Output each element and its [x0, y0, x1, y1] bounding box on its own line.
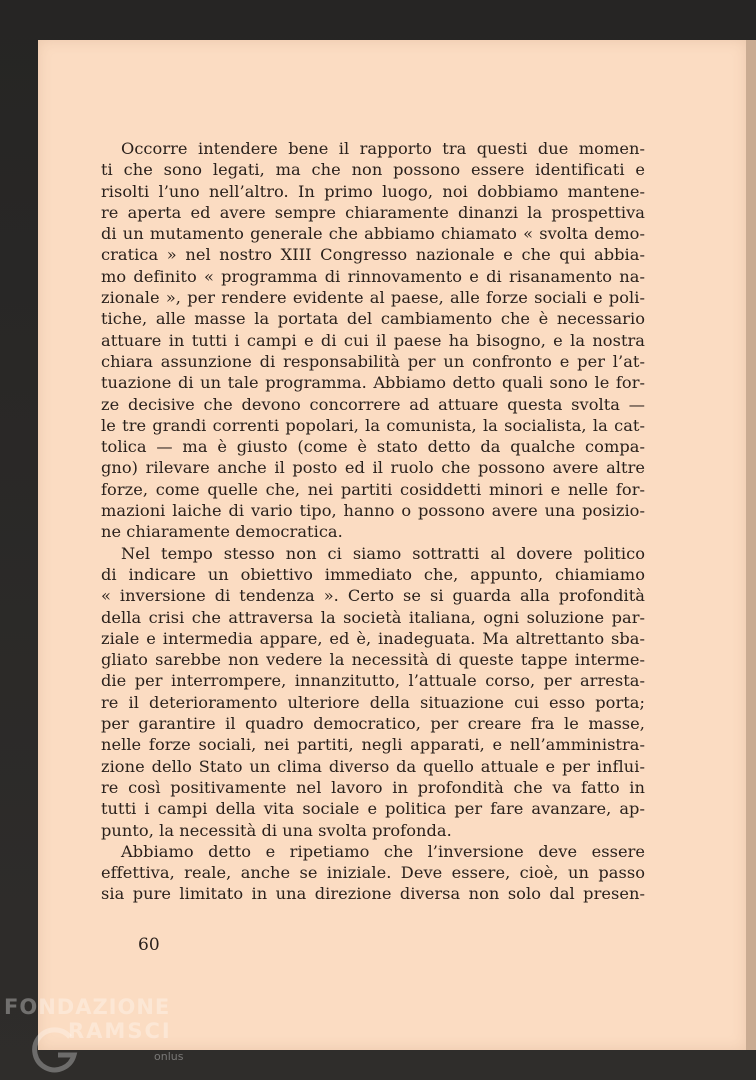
- text-line: forze, come quelle che, nei partiti cosiddetti minori e nelle for-: [101, 479, 645, 499]
- text-line: Abbiamo detto e ripetiamo che l’inversione deve essere: [121, 841, 645, 861]
- text-line: tutti i campi della vita sociale e politica per fare avanzare, ap-: [101, 799, 645, 819]
- watermark-suffix: onlus: [154, 1050, 184, 1063]
- text-line: re il deterioramento ulteriore della situazione cui esso porta;: [101, 692, 645, 712]
- paragraph-3: [101, 841, 645, 905]
- watermark-line-1: FONDAZIONE: [4, 995, 171, 1019]
- page-number: 60: [138, 935, 160, 955]
- text-line: zionale », per rendere evidente al paese, alle forze sociali e poli-: [101, 288, 645, 308]
- watermark-line-2: RAMSCI: [68, 1019, 172, 1043]
- text-line: re aperta ed avere sempre chiaramente dinanzi la prospettiva: [101, 202, 645, 222]
- text-line: effettiva, reale, anche se iniziale. Deve essere, cioè, un passo: [101, 863, 645, 883]
- text-line: della crisi che attraversa la società italiana, ogni soluzione par-: [101, 607, 645, 627]
- text-line: sia pure limitato in una direzione diversa non solo dal presen-: [101, 884, 645, 904]
- text-line: risolti l’uno nell’altro. In primo luogo, noi dobbiamo mantene-: [101, 181, 645, 201]
- text-line: ne chiaramente democratica.: [101, 522, 343, 542]
- text-line: di indicare un obiettivo immediato che, appunto, chiamiamo: [101, 564, 645, 584]
- text-line: re così positivamente nel lavoro in profondità che va fatto in: [101, 777, 645, 797]
- text-line: « inversione di tendenza ». Certo se si guarda alla profondità: [101, 586, 645, 606]
- text-line: Nel tempo stesso non ci siamo sottratti al dovere politico: [121, 543, 645, 563]
- paragraph-1: [101, 138, 645, 543]
- text-line: punto, la necessità di una svolta profonda.: [101, 820, 452, 840]
- text-line: mo definito « programma di rinnovamento e di risanamento na-: [101, 266, 645, 286]
- text-line: mazioni laiche di vario tipo, hanno o possono avere una posizio-: [101, 501, 645, 521]
- page-edge: [746, 40, 756, 1050]
- text-line: nelle forze sociali, nei partiti, negli apparati, e nell’amministra-: [101, 735, 645, 755]
- text-line: gno) rilevare anche il posto ed il ruolo che possono avere altre: [101, 458, 645, 478]
- watermark: [4, 995, 204, 1075]
- text-line: chiara assunzione di responsabilità per un confronto e per l’at-: [101, 351, 645, 371]
- text-line: ziale e intermedia appare, ed è, inadeguata. Ma altrettanto sba-: [101, 628, 645, 648]
- paragraph-2: [101, 543, 645, 841]
- text-line: tiche, alle masse la portata del cambiamento che è necessario: [101, 309, 645, 329]
- text-line: attuare in tutti i campi e di cui il paese ha bisogno, e la nostra: [101, 330, 645, 350]
- text-line: di un mutamento generale che abbiamo chiamato « svolta demo-: [101, 224, 645, 244]
- text-line: die per interrompere, innanzitutto, l’attuale corso, per arresta-: [101, 671, 645, 691]
- body-text: [101, 138, 645, 905]
- text-line: tolica — ma è giusto (come è stato detto da qualche compa-: [101, 437, 645, 457]
- text-line: gliato sarebbe non vedere la necessità di queste tappe interme-: [101, 650, 645, 670]
- text-line: tuazione di un tale programma. Abbiamo detto quali sono le for-: [101, 373, 645, 393]
- text-line: Occorre intendere bene il rapporto tra questi due momen-: [121, 139, 645, 158]
- text-line: zione dello Stato un clima diverso da quello attuale e per influi-: [101, 756, 645, 776]
- text-line: ze decisive che devono concorrere ad attuare questa svolta —: [101, 394, 645, 414]
- text-line: ti che sono legati, ma che non possono essere identificati e: [101, 160, 645, 180]
- text-line: per garantire il quadro democratico, per creare fra le masse,: [101, 714, 645, 734]
- text-line: le tre grandi correnti popolari, la comunista, la socialista, la cat-: [101, 415, 645, 435]
- text-line: cratica » nel nostro XIII Congresso nazionale e che qui abbia-: [101, 245, 645, 265]
